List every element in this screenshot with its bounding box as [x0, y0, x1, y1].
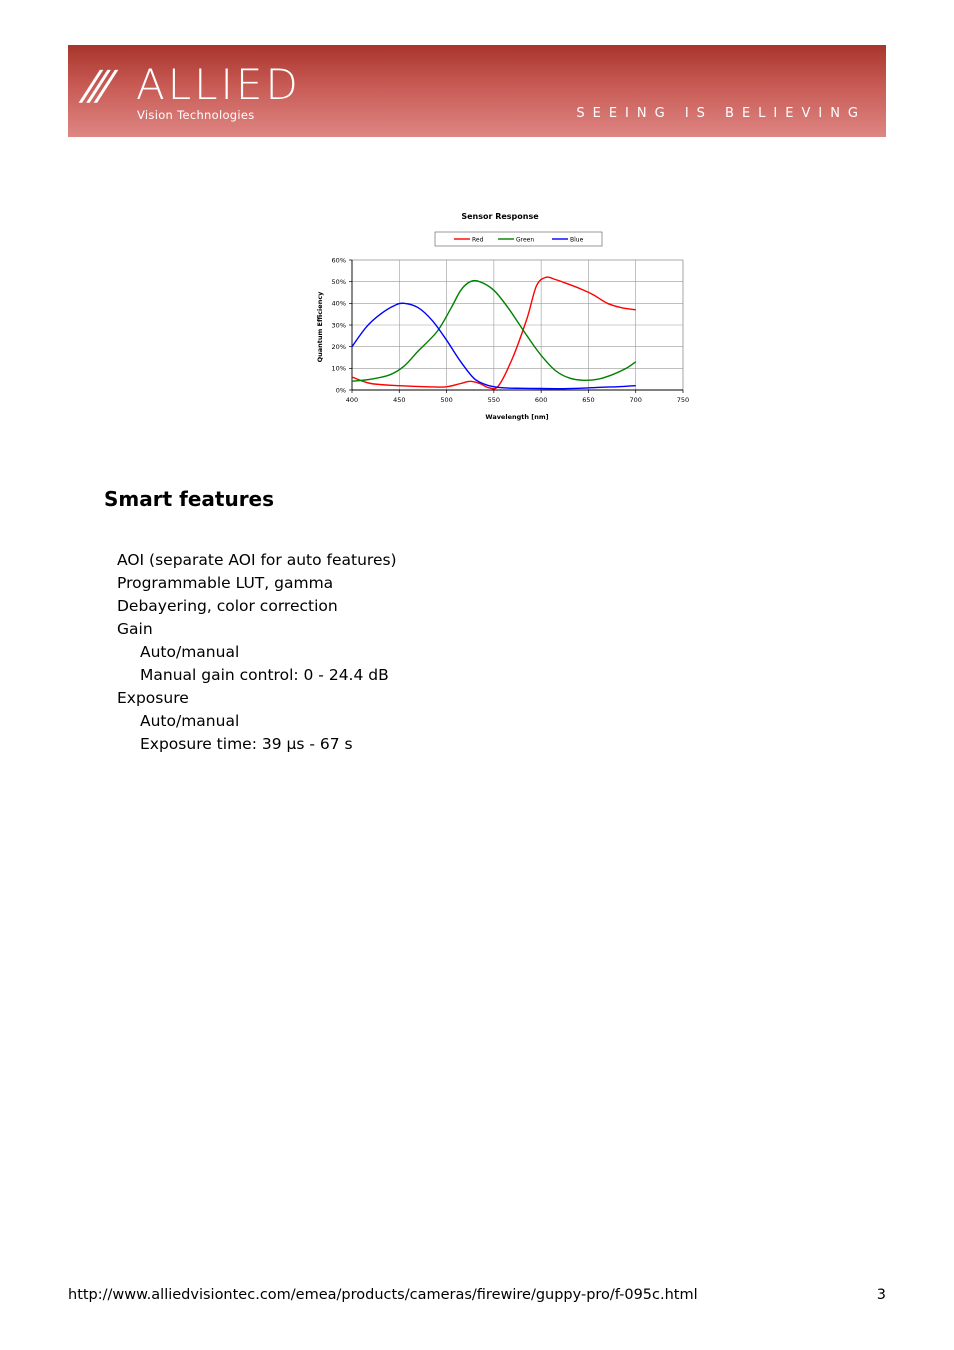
- section-title: Smart features: [104, 487, 275, 511]
- feature-item: Exposure: [117, 689, 189, 707]
- y-tick-label: 10%: [331, 364, 346, 373]
- x-tick-label: 450: [393, 396, 406, 404]
- y-tick-label: 30%: [331, 321, 346, 330]
- y-tick-label: 50%: [331, 277, 346, 286]
- x-tick-label: 400: [345, 396, 359, 404]
- feature-item: Gain: [117, 620, 153, 638]
- y-tick-label: 0%: [335, 386, 346, 395]
- chart-legend: [435, 232, 602, 246]
- chart-grid: [352, 260, 683, 390]
- x-tick-label: 650: [582, 396, 595, 404]
- x-tick-label: 700: [629, 396, 642, 404]
- feature-subitem: Exposure time: 39 µs - 67 s: [140, 735, 353, 753]
- feature-subitem: Auto/manual: [140, 643, 240, 661]
- x-tick-label: 500: [440, 396, 453, 404]
- legend-label: Red: [472, 236, 484, 244]
- feature-item: Debayering, color correction: [117, 597, 338, 615]
- y-tick-label: 20%: [331, 342, 346, 351]
- x-tick-label: 750: [676, 396, 690, 404]
- feature-item: Programmable LUT, gamma: [117, 574, 334, 592]
- footer-url: http://www.alliedvisiontec.com/emea/products/cameras/firewire/guppy-pro/f-095c.html: [68, 1287, 698, 1303]
- sensor-response-chart: [310, 205, 700, 430]
- logo-subtitle: Vision Technologies: [137, 108, 255, 122]
- x-axis-label: Wavelength [nm]: [485, 413, 549, 421]
- logo-wordmark: ALLIED: [136, 60, 301, 109]
- y-axis-label: Quantum Efficiency: [316, 291, 324, 363]
- logo-slashes: ///: [80, 63, 110, 109]
- page-number: 3: [876, 1287, 886, 1303]
- feature-list: [117, 549, 397, 756]
- feature-subitem: Manual gain control: 0 - 24.4 dB: [140, 666, 389, 684]
- y-tick-label: 60%: [331, 256, 346, 265]
- x-tick-label: 600: [534, 396, 548, 404]
- legend-label: Blue: [570, 236, 584, 244]
- legend-label: Green: [516, 236, 535, 244]
- feature-item: AOI (separate AOI for auto features): [117, 551, 397, 569]
- header-banner: [68, 45, 886, 137]
- chart-title: Sensor Response: [461, 212, 539, 221]
- feature-subitem: Auto/manual: [140, 712, 240, 730]
- tagline: SEEING IS BELIEVING: [576, 106, 866, 121]
- y-tick-label: 40%: [331, 299, 346, 308]
- x-tick-label: 550: [487, 396, 501, 404]
